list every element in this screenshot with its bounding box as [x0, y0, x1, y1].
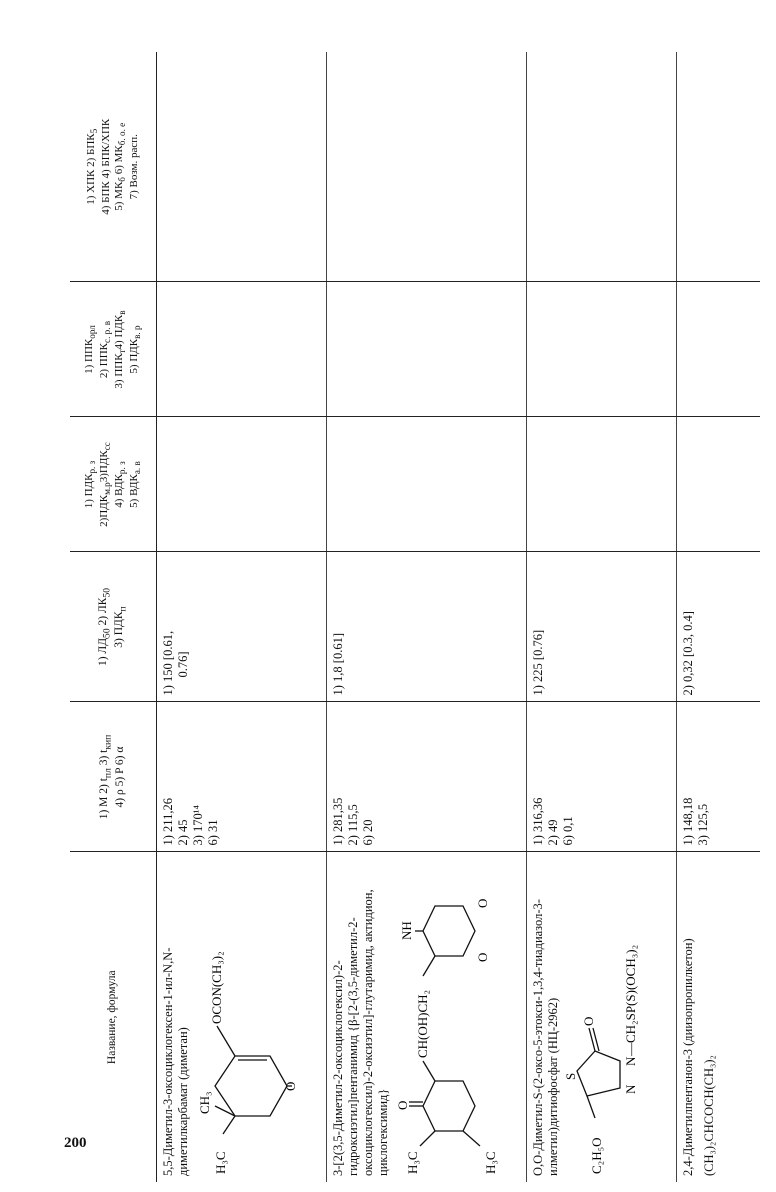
label-ocon: OCON(CH₃)₂ [209, 951, 224, 1024]
compound-name: O,O-Диметил-S-(2-оксо-5-этокси-1,3,4-тиадиазол-3-илметил)дитиофосфат (НЦ-2962) [531, 899, 560, 1176]
structural-formula [195, 861, 298, 1177]
table-row [157, 52, 327, 1182]
tox-cell: 1) 1,8 [0.61] [327, 552, 527, 702]
rotated-table-wrapper [70, 52, 760, 1182]
row-name-cell [677, 852, 761, 1182]
label-o3: O [475, 898, 490, 908]
label-o1: O [395, 1100, 410, 1110]
label-ch3: CH₃ [197, 1091, 212, 1114]
props-cell: 1) 211,26 2) 45 3) 170¹⁴ 6) 31 [157, 702, 327, 852]
structural-formula: (CH₃)₂CHCOCH(CH₃)₂ [702, 1055, 716, 1176]
compound-name: 3-[2(3,5-Диметил-2-оксоциклогексил)-2-гидроксиэтил]пентанимид {β-[2-(3,5-диметил-2-оксоциклогексил)-2-оксиэтил]-глутаримид, актидион, циклогексимид} [331, 889, 390, 1176]
label-o: O [581, 1016, 596, 1026]
misc-cell [327, 52, 527, 282]
soil-cell [527, 282, 677, 417]
table-row [327, 52, 527, 1182]
misc-cell [527, 52, 677, 282]
misc-cell [157, 52, 327, 282]
header-props: 1) M 2) $t_{пл}$ 3) $t_{кип}$ 4) ρ 5) P 6) α [70, 702, 157, 852]
header-row [70, 52, 157, 1182]
compound-name: 2,4-Диметилпентанон-3 (диизопропилкетон) [681, 938, 695, 1176]
table-row [677, 52, 761, 1182]
label-tail: —CH₂SP(S)(OCH₃)₂ [623, 944, 638, 1056]
compound-name: 5,5-Диметил-3-оксоциклогексен-1-ил-N,N-диметилкарбамат (диметан) [161, 947, 190, 1176]
row-name-cell [157, 852, 327, 1182]
header-name: Название, формула [70, 852, 157, 1182]
row-name-cell [527, 852, 677, 1182]
tox-cell: 1) 225 [0.76] [527, 552, 677, 702]
props-cell: 1) 281,35 2) 115,5 6) 20 [327, 702, 527, 852]
water-cell [527, 417, 677, 552]
tox-cell: 1) 150 [0.61, 0.76] [157, 552, 327, 702]
label-h3c: H₃C [213, 1151, 228, 1174]
structural-formula [395, 861, 503, 1177]
soil-cell [677, 282, 761, 417]
props-cell: 1) 316,36 2) 49 6) 0,1 [527, 702, 677, 852]
label-n1: N [623, 1084, 638, 1094]
table-row [527, 52, 677, 1182]
label-c2h5o: C₂H₅O [589, 1137, 604, 1174]
label-chain: CH(OH)CH₂ [415, 989, 430, 1058]
tox-cell: 2) 0,32 [0.3, 0.4] [677, 552, 761, 702]
water-cell [677, 417, 761, 552]
row-name-cell [327, 852, 527, 1182]
soil-cell [327, 282, 527, 417]
header-tox: 1) $ЛД_{50}$ 2) $ЛК_{50}$ 3) $ПДК_п$ [70, 552, 157, 702]
water-cell [157, 417, 327, 552]
label-nh: NH [399, 921, 414, 940]
data-table [70, 52, 760, 1182]
label-s: S [563, 1072, 578, 1080]
misc-cell [677, 52, 761, 282]
label-n2: N [623, 1056, 638, 1066]
label-o2: O [475, 952, 490, 962]
soil-cell [157, 282, 327, 417]
header-misc: 1) ХПК 2) $БПК_5$ 4) БПК 4) БПК/ХПК 5) $МК_б$ 6) $МК_{б. о. е}$ 7) Возм. расп. [70, 52, 157, 282]
props-cell: 1) 148,18 3) 125,5 [677, 702, 761, 852]
label-h3c-bottom: H₃C [483, 1151, 498, 1174]
label-o: O [283, 1081, 298, 1091]
label-h3c-top: H₃C [405, 1151, 420, 1174]
header-soil: 1) $ППК_{орл}$ 2) $ППК_{с. р. в}$ 3) $ППК_т4$) $ПДК_в$ 5) $ПДК_{в. р}$ [70, 282, 157, 417]
page-number: 200 [64, 1135, 87, 1151]
header-water: 1) $ПДК_{р. з}$ $2)ПДК_{м.р}3)ПДК_{сс}$ 4) $ВДК_{р. з}$ 5) $ВДК_{а. в}$ [70, 417, 157, 552]
structural-formula [565, 861, 643, 1177]
water-cell [327, 417, 527, 552]
